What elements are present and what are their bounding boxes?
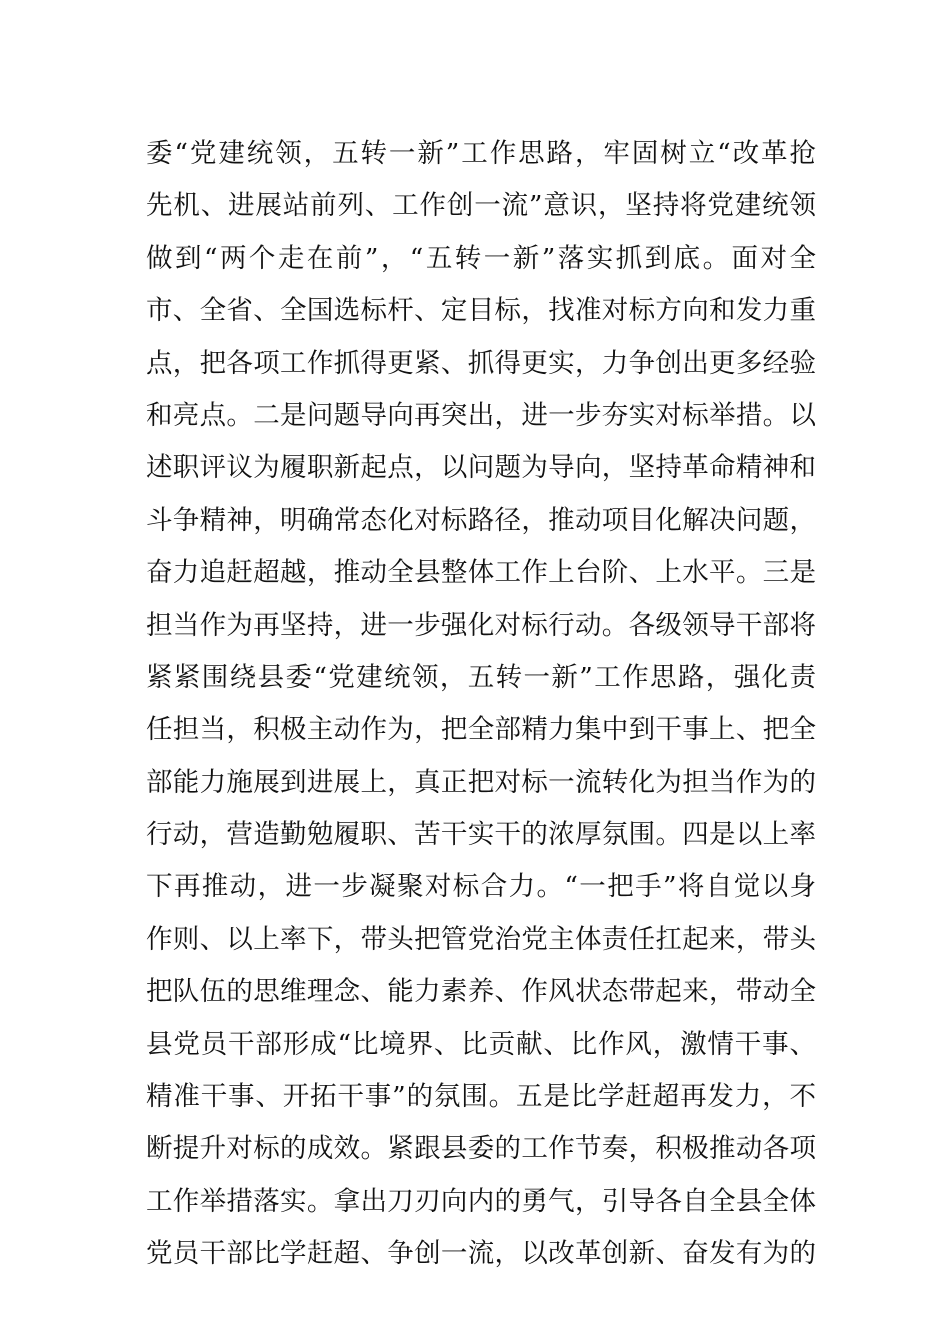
text-line: 党员干部比学赶超、争创一流，以改革创新、奋发有为的 [146, 1238, 816, 1270]
text-line: 部能力施展到进展上，真正把对标一流转化为担当作为的 [146, 766, 816, 798]
body-paragraph [146, 128, 816, 1281]
text-line: 做到“两个走在前”，“五转一新”落实抓到底。面对全 [146, 242, 816, 274]
text-line: 精准干事、开拓干事”的氛围。五是比学赶超再发力，不 [146, 1081, 816, 1113]
text-line: 断提升对标的成效。紧跟县委的工作节奏，积极推动各项 [146, 1133, 816, 1165]
text-line: 紧紧围绕县委“党建统领，五转一新”工作思路，强化责 [146, 661, 816, 693]
text-line: 述职评议为履职新起点，以问题为导向，坚持革命精神和 [146, 452, 816, 484]
text-line: 行动，营造勤勉履职、苦干实干的浓厚氛围。四是以上率 [146, 819, 816, 851]
text-line: 和亮点。二是问题导向再突出，进一步夯实对标举措。以 [146, 399, 816, 431]
text-line: 委“党建统领，五转一新”工作思路，牢固树立“改革抢 [146, 138, 816, 169]
text-line: 把队伍的思维理念、能力素养、作风状态带起来，带动全 [146, 976, 816, 1008]
text-line: 任担当，积极主动作为，把全部精力集中到干事上、把全 [146, 714, 816, 746]
text-line: 担当作为再坚持，进一步强化对标行动。各级领导干部将 [146, 609, 816, 641]
text-line: 市、全省、全国选标杆、定目标，找准对标方向和发力重 [146, 295, 816, 327]
text-line: 奋力追赶超越，推动全县整体工作上台阶、上水平。三是 [146, 557, 816, 589]
text-line: 下再推动，进一步凝聚对标合力。“一把手”将自觉以身 [146, 871, 816, 903]
text-line: 先机、进展站前列、工作创一流”意识，坚持将党建统领 [146, 190, 816, 222]
text-line: 点，把各项工作抓得更紧、抓得更实，力争创出更多经验 [146, 347, 816, 379]
text-line: 工作举措落实。拿出刀刃向内的勇气，引导各自全县全体 [146, 1185, 816, 1217]
text-line: 作则、以上率下，带头把管党治党主体责任扛起来，带头 [146, 923, 816, 955]
text-line: 斗争精神，明确常态化对标路径，推动项目化解决问题， [146, 504, 816, 536]
text-line: 县党员干部形成“比境界、比贡献、比作风，激情干事、 [146, 1028, 816, 1060]
